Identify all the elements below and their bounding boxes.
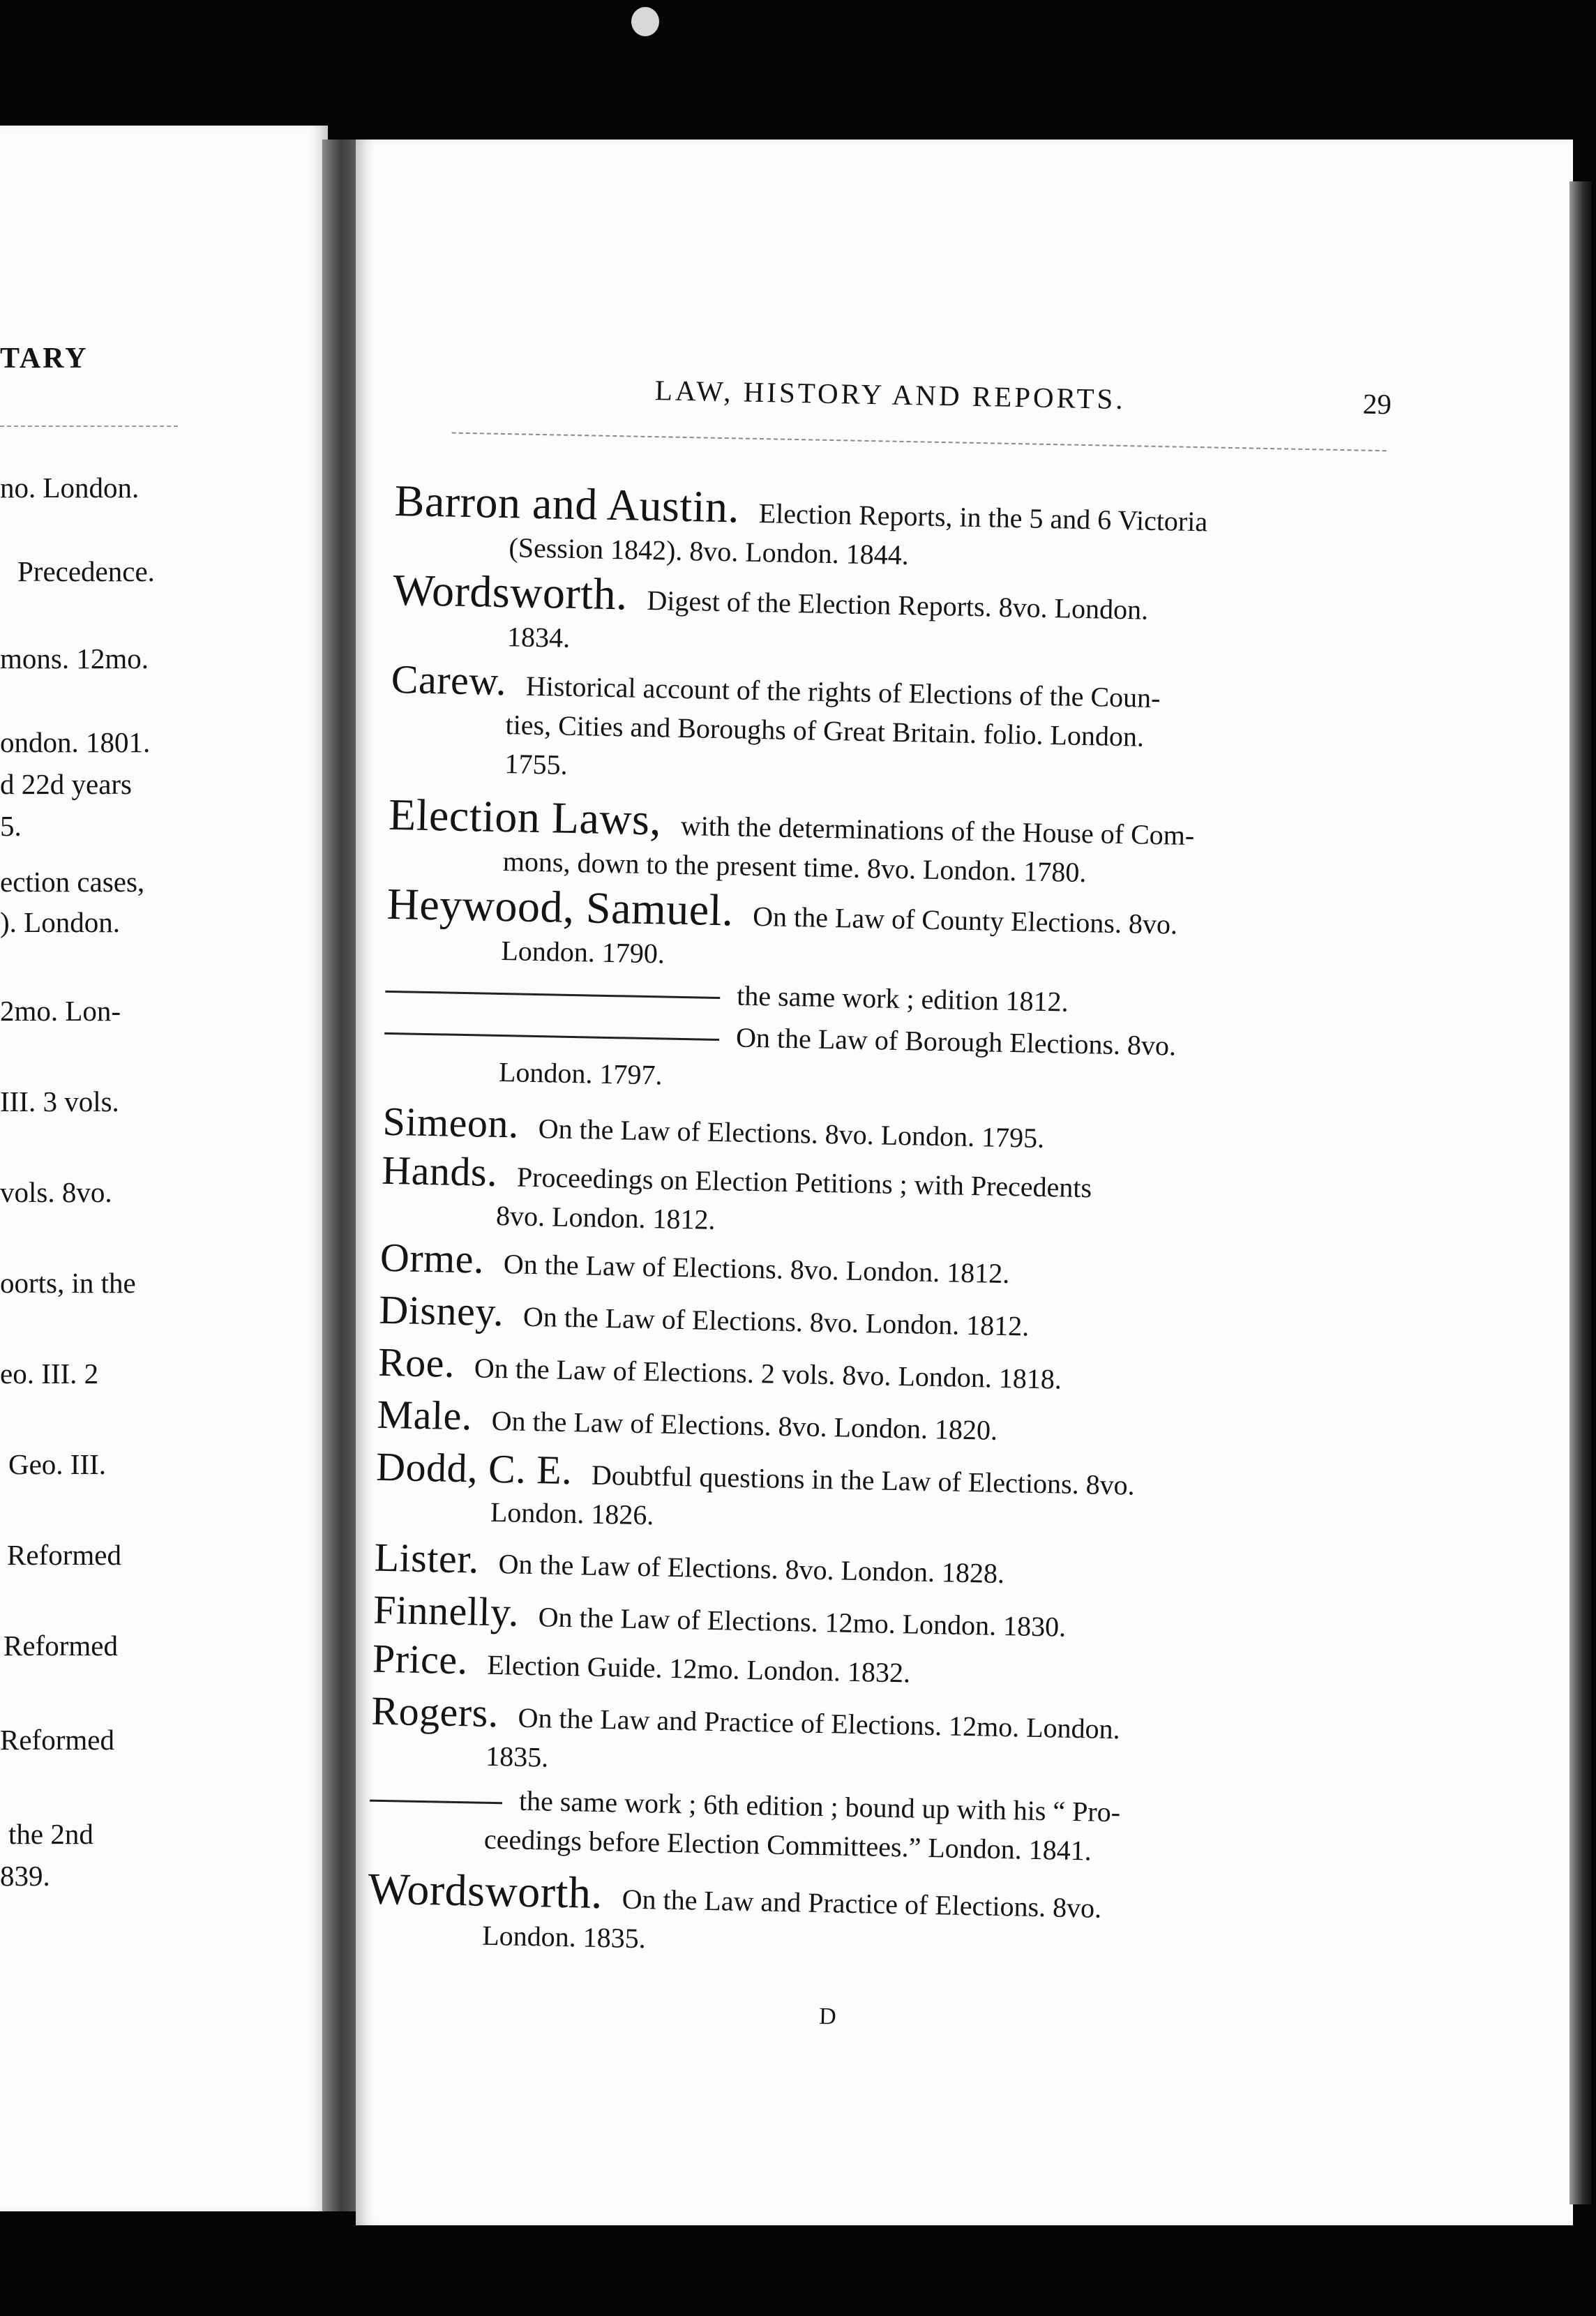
left-line: ondon. 1801. [0,726,151,758]
entry-continuation: London. 1826. [490,1496,654,1531]
entry-text: On the Law of Elections. 8vo. London. 1812. [503,1248,1010,1290]
entry-author: Finnelly. [372,1586,520,1635]
entry-continuation: London. 1797. [498,1055,663,1091]
entry-author: Carew. [391,656,507,705]
entry-text: On the Law of Elections. 8vo. London. 1812. [522,1300,1030,1342]
entry-text: On the Law and Practice of Elections. 8vo. [622,1883,1102,1924]
left-line: Precedence. [17,555,155,587]
left-line: Reformed [3,1630,118,1662]
left-line: 839. [0,1860,50,1892]
left-line: ection cases, [0,866,145,898]
entry-text: On the Law of Elections. 8vo. London. 1828. [498,1548,1005,1590]
entry-author: Wordsworth. [392,564,628,619]
entry-continuation: ceedings before Election Committees.” London. 1841. [483,1823,1092,1867]
left-line: 2mo. Lon- [0,995,121,1027]
left-line: eo. III. 2 [0,1358,99,1390]
entry-continuation: 8vo. London. 1812. [495,1199,716,1235]
entry-author: Male. [377,1391,473,1439]
ditto-rule [385,991,720,999]
page-number: 29 [1362,387,1392,421]
entry-author: Disney. [378,1286,504,1335]
entry-author: Heywood, Samuel. [386,878,735,935]
running-head: LAW, HISTORY AND REPORTS. [654,374,1127,416]
entry-author: Rogers. [370,1687,499,1736]
entry-author: Orme. [379,1234,485,1282]
left-line: oorts, in the [0,1267,136,1299]
entry-continuation: ties, Cities and Boroughs of Great Britain. folio. London. [505,709,1145,753]
entry-text: Digest of the Election Reports. 8vo. London. [647,584,1149,626]
entry-continuation: mons, down to the present time. 8vo. London. 1780. [502,845,1087,889]
entry-continuation: London. 1835. [481,1919,647,1955]
entry-author: Hands. [381,1147,498,1195]
entry-author: Simeon. [382,1098,520,1147]
entry-continuation: 1835. [485,1740,549,1773]
entry-text: Election Guide. 12mo. London. 1832. [487,1648,911,1689]
left-running-head: TARY [0,343,89,375]
entry-text: Proceedings on Election Petitions ; with Precedents [516,1161,1092,1204]
entry-author: Price. [372,1635,469,1683]
bibliography-entry [389,656,1368,800]
entry-author: Dodd, C. E. [375,1443,573,1494]
ditto-rule [384,1032,719,1041]
left-line: 5. [0,810,22,842]
entry-author: Barron and Austin. [394,475,740,532]
entry-text: with the determinations of the House of Com- [680,809,1195,852]
left-line: d 22d years [0,768,133,800]
dust-speck [631,7,659,36]
left-line: the 2nd [8,1818,93,1850]
entry-text: On the Law and Practice of Elections. 12mo. London. [518,1701,1121,1745]
left-line: III. 3 vols. [0,1085,119,1118]
left-line: Reformed [7,1539,121,1571]
entry-text: Doubtful questions in the Law of Elections. 8vo. [591,1459,1136,1501]
entry-author: Roe. [377,1339,456,1386]
entry-text: On the Law of Elections. 8vo. London. 1795. [538,1113,1045,1155]
entry-author: Election Laws, [388,789,662,845]
left-line: mons. 12mo. [0,642,149,675]
left-line: Reformed [0,1724,114,1756]
entry-text: the same work ; edition 1812. [736,979,1069,1018]
entry-text: Election Reports, in the 5 and 6 Victoria [758,497,1208,538]
entry-author: Wordsworth. [367,1863,603,1918]
entry-text: On the Law of County Elections. 8vo. [752,900,1178,940]
entry-continuation: (Session 1842). 8vo. London. 1844. [509,532,910,571]
left-line: vols. 8vo. [0,1176,112,1208]
entry-text: Historical account of the rights of Elections of the Coun- [525,670,1161,714]
entry-text: On the Law of Elections. 2 vols. 8vo. London. 1818. [474,1352,1062,1395]
entry-text: On the Law of Elections. 12mo. London. 1830. [538,1601,1067,1643]
entry-text: On the Law of Elections. 8vo. London. 1820. [491,1404,998,1446]
left-line: ). London. [0,906,120,938]
left-page [0,126,328,2211]
left-line: Geo. III. [8,1448,107,1480]
entry-continuation: 1834. [506,621,571,654]
entry-text: the same work ; 6th edition ; bound up with his “ Pro- [518,1784,1121,1828]
entry-text: On the Law of Borough Elections. 8vo. [735,1021,1177,1062]
page-edge [1569,181,1592,2204]
entry-author: Lister. [374,1534,480,1582]
left-line: no. London. [0,472,140,504]
signature-mark: D [818,2003,837,2030]
entry-continuation: London. 1790. [501,935,665,970]
ditto-rule [370,1800,502,1805]
entry-continuation: 1755. [504,748,569,781]
left-head-rule [0,426,178,427]
